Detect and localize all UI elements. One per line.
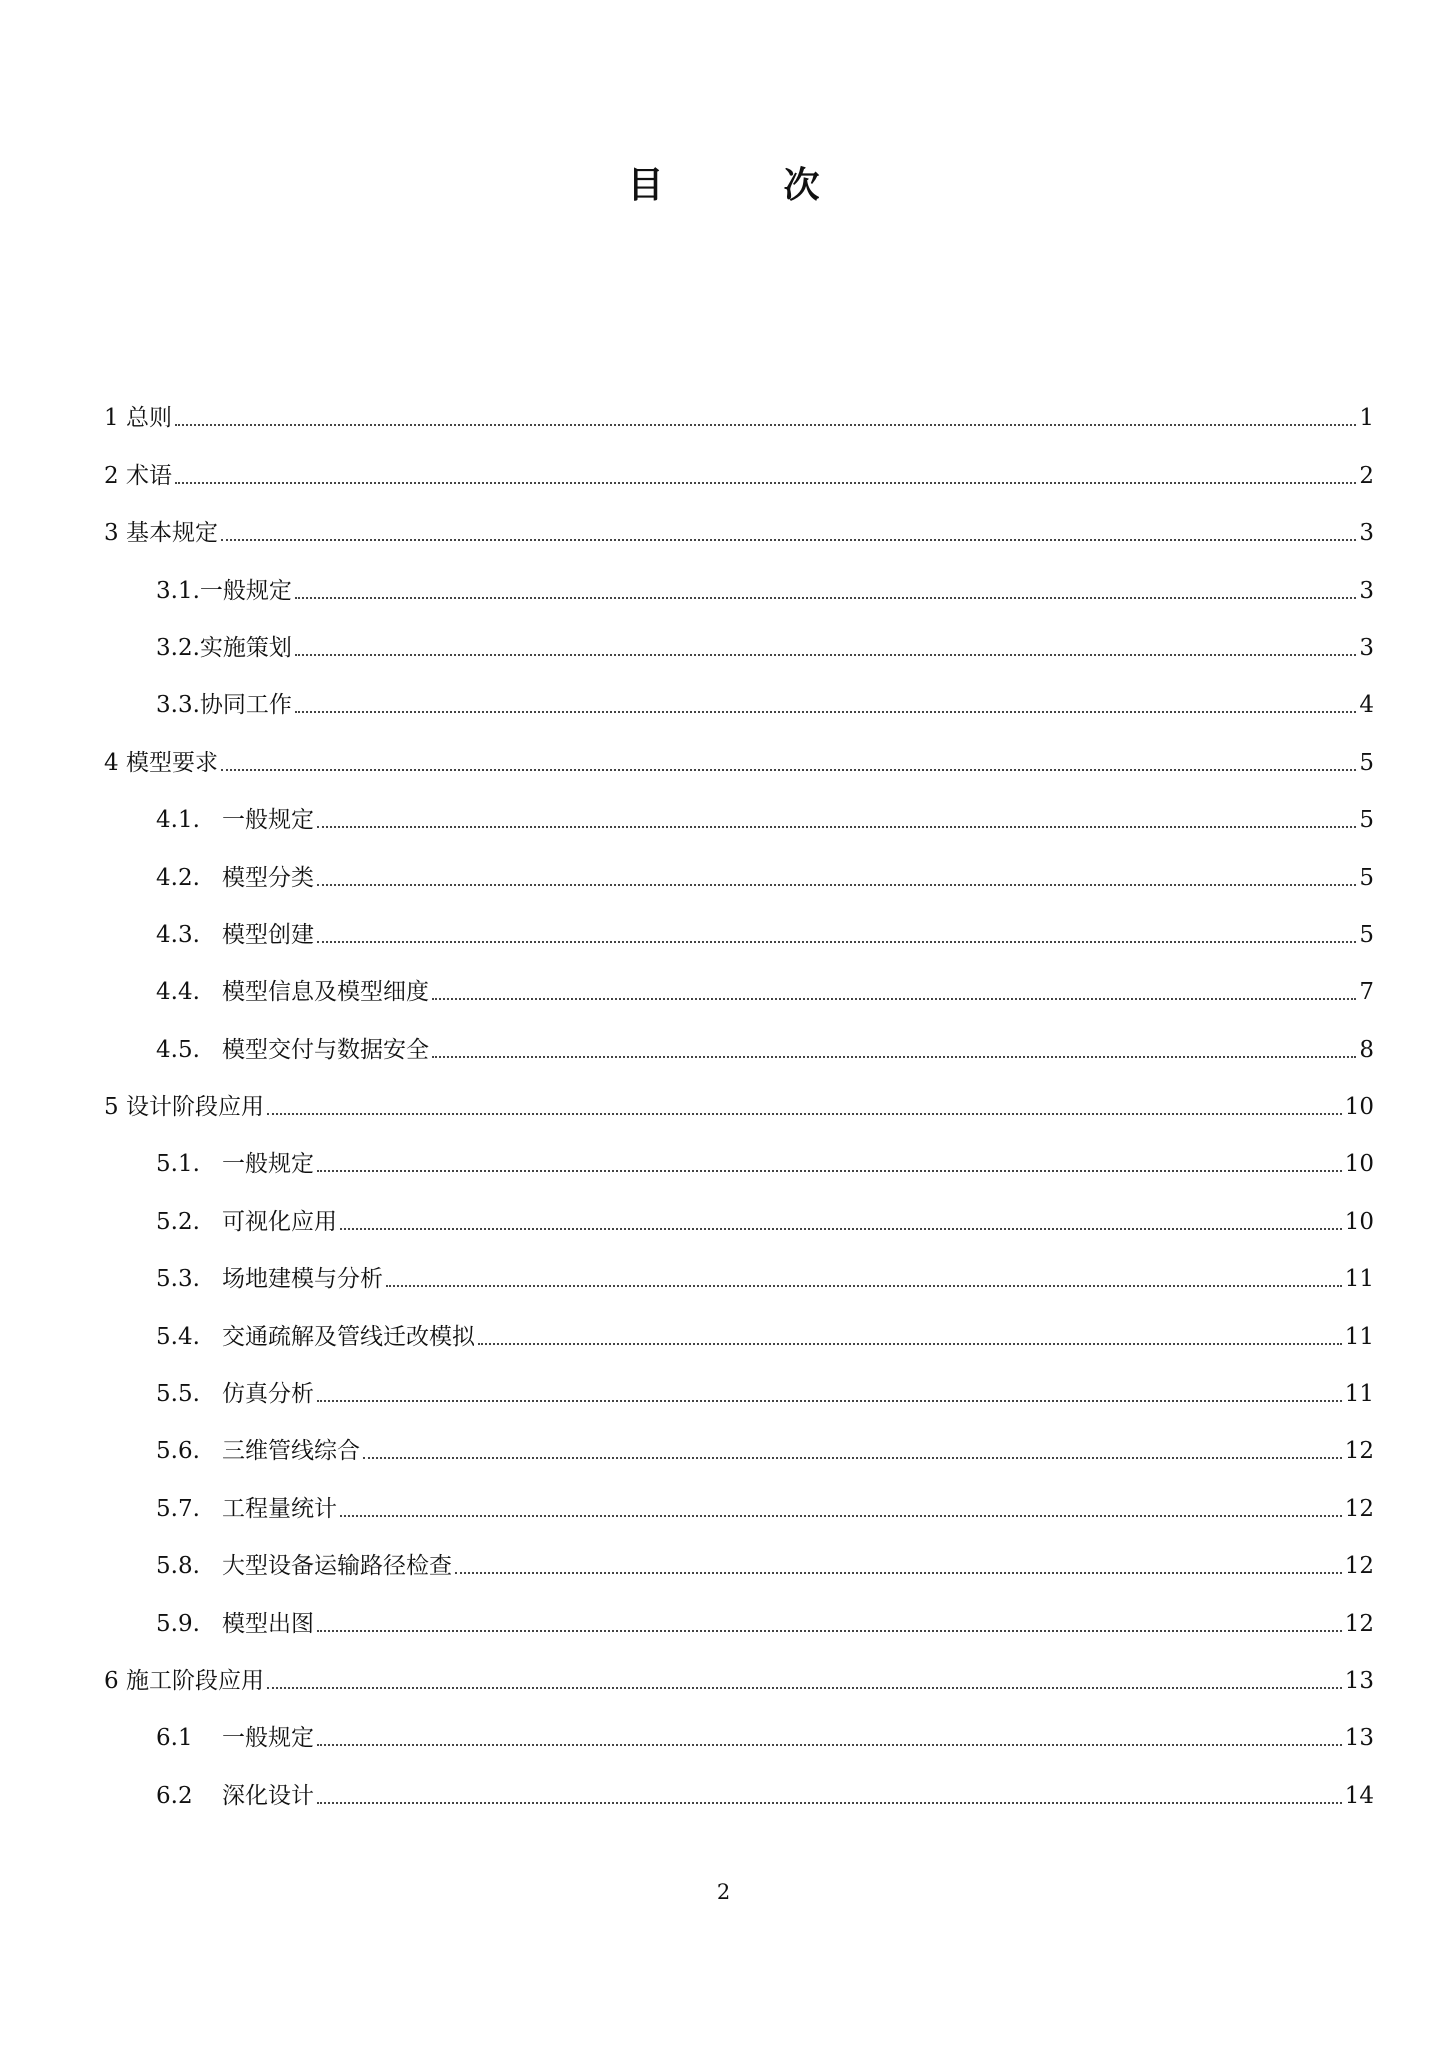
- toc-dot-leader: [317, 1400, 1342, 1402]
- toc-entry[interactable]: [104, 603, 1374, 660]
- toc-entry-page-number: 4: [1359, 692, 1374, 719]
- toc-dot-leader: [317, 1802, 1342, 1804]
- toc-entry[interactable]: [104, 1291, 1374, 1348]
- toc-entry[interactable]: [104, 1234, 1374, 1291]
- toc-entry-page-number: 12: [1344, 1553, 1374, 1580]
- toc-entry-page-number: 11: [1344, 1266, 1374, 1293]
- toc-entry-label: 基本规定: [125, 520, 218, 547]
- toc-entry[interactable]: [104, 373, 1374, 430]
- toc-entry-label: 实施策划: [199, 634, 292, 661]
- toc-dot-leader: [455, 1572, 1342, 1574]
- toc-entry-page-number: 12: [1344, 1438, 1374, 1465]
- toc-entry-label: 模型分类: [222, 864, 314, 891]
- toc-dot-leader: [317, 1744, 1342, 1746]
- toc-entry-label: 一般规定: [199, 577, 292, 604]
- toc-entry[interactable]: [104, 1521, 1374, 1578]
- toc-entry[interactable]: [104, 1693, 1374, 1750]
- toc-entry-page-number: 3: [1359, 520, 1374, 547]
- toc-entry-number: 5.9.: [156, 1610, 200, 1637]
- toc-entry-number: 3.3.: [156, 692, 200, 719]
- toc-entry[interactable]: [104, 545, 1374, 602]
- toc-entry-label: 术语: [125, 462, 172, 489]
- toc-entry-number: 5.1.: [156, 1151, 200, 1178]
- toc-dot-leader: [317, 884, 1356, 886]
- toc-entry-number: 5: [104, 1094, 126, 1121]
- toc-dot-leader: [295, 711, 1356, 713]
- toc-entry-number: 5.4.: [156, 1323, 200, 1350]
- toc-entry-label: 大型设备运输路径检查: [222, 1553, 452, 1580]
- toc-entry-label: 交通疏解及管线迁改模拟: [222, 1323, 475, 1350]
- toc-entry-label: 一般规定: [222, 807, 314, 834]
- toc-entry-label: 协同工作: [199, 692, 292, 719]
- toc-dot-leader: [295, 597, 1356, 599]
- toc-entry-label: 施工阶段应用: [125, 1667, 264, 1694]
- footer-page-number: 2: [716, 1880, 731, 1904]
- toc-dot-leader: [317, 1170, 1342, 1172]
- toc-entry-label: 总则: [125, 405, 172, 432]
- toc-dot-leader: [317, 941, 1356, 943]
- toc-entry-number: 4.3.: [156, 921, 200, 948]
- toc-entry-label: 工程量统计: [222, 1495, 337, 1522]
- toc-dot-leader: [386, 1285, 1342, 1287]
- toc-dot-leader: [317, 826, 1356, 828]
- toc-dot-leader: [175, 482, 1356, 484]
- toc-entry-number: 3.2.: [156, 634, 200, 661]
- toc-entry-label: 设计阶段应用: [125, 1094, 264, 1121]
- toc-entry-page-number: 5: [1359, 807, 1374, 834]
- toc-entry-page-number: 12: [1344, 1495, 1374, 1522]
- toc-entry-page-number: 5: [1359, 749, 1374, 776]
- toc-entry[interactable]: [104, 488, 1374, 545]
- toc-entry-page-number: 7: [1359, 979, 1374, 1006]
- toc-entry-page-number: 10: [1344, 1208, 1374, 1235]
- toc-entry-label: 深化设计: [222, 1782, 314, 1809]
- toc-entry-number: 6.1: [156, 1725, 193, 1752]
- toc-dot-leader: [317, 1630, 1342, 1632]
- toc-entry[interactable]: [104, 1176, 1374, 1233]
- toc-entry-page-number: 3: [1359, 577, 1374, 604]
- toc-entry-label: 一般规定: [222, 1151, 314, 1178]
- toc-entry-number: 6: [104, 1667, 126, 1694]
- toc-entry-label: 模型信息及模型细度: [222, 979, 429, 1006]
- toc-entry-page-number: 12: [1344, 1610, 1374, 1637]
- toc-entry-page-number: 13: [1344, 1725, 1374, 1752]
- toc-dot-leader: [432, 1056, 1356, 1058]
- toc-entry-page-number: 5: [1359, 864, 1374, 891]
- toc-entry-number: 4.2.: [156, 864, 200, 891]
- toc-entry-page-number: 8: [1359, 1036, 1374, 1063]
- toc-entry[interactable]: [104, 1119, 1374, 1176]
- toc-entry-page-number: 10: [1344, 1151, 1374, 1178]
- toc-entry-page-number: 14: [1344, 1782, 1374, 1809]
- toc-entry[interactable]: [104, 1349, 1374, 1406]
- toc-entry-page-number: 1: [1359, 405, 1374, 432]
- toc-entry-label: 模型出图: [222, 1610, 314, 1637]
- toc-dot-leader: [267, 1687, 1342, 1689]
- toc-entry-number: 3.1.: [156, 577, 200, 604]
- toc-entry-label: 模型要求: [125, 749, 218, 776]
- toc-dot-leader: [221, 769, 1356, 771]
- toc-entry[interactable]: [104, 1578, 1374, 1635]
- toc-entry[interactable]: [104, 717, 1374, 774]
- toc-entry-number: 5.7.: [156, 1495, 200, 1522]
- toc-entry[interactable]: [104, 430, 1374, 487]
- page-title: 目 次: [627, 165, 862, 206]
- toc-entry-number: 5.2.: [156, 1208, 200, 1235]
- toc-entry-number: 5.6.: [156, 1438, 200, 1465]
- toc-entry-page-number: 2: [1359, 462, 1374, 489]
- toc-entry-number: 3: [104, 520, 126, 547]
- toc-entry-page-number: 5: [1359, 921, 1374, 948]
- toc-entry-label: 一般规定: [222, 1725, 314, 1752]
- toc-entry[interactable]: [104, 1004, 1374, 1061]
- toc-entry-number: 2: [104, 462, 126, 489]
- toc-dot-leader: [221, 539, 1356, 541]
- toc-entry-number: 4: [104, 749, 126, 776]
- toc-entry[interactable]: [104, 890, 1374, 947]
- toc-entry[interactable]: [104, 832, 1374, 889]
- toc-entry-label: 模型创建: [222, 921, 314, 948]
- toc-entry-page-number: 11: [1344, 1381, 1374, 1408]
- toc-entry[interactable]: [104, 660, 1374, 717]
- toc-dot-leader: [340, 1515, 1342, 1517]
- toc-entry-number: 6.2: [156, 1782, 193, 1809]
- toc-dot-leader: [340, 1228, 1342, 1230]
- table-of-contents: [104, 373, 1374, 1808]
- toc-entry[interactable]: [104, 947, 1374, 1004]
- toc-entry-number: 4.1.: [156, 807, 200, 834]
- toc-entry-page-number: 3: [1359, 634, 1374, 661]
- toc-entry-number: 5.3.: [156, 1266, 200, 1293]
- toc-entry[interactable]: [104, 1463, 1374, 1520]
- toc-entry-label: 可视化应用: [222, 1208, 337, 1235]
- toc-entry[interactable]: [104, 1406, 1374, 1463]
- toc-dot-leader: [295, 654, 1356, 656]
- toc-dot-leader: [175, 424, 1356, 426]
- toc-entry-number: 5.5.: [156, 1381, 200, 1408]
- toc-entry-number: 4.4.: [156, 979, 200, 1006]
- toc-entry-number: 4.5.: [156, 1036, 200, 1063]
- toc-entry-number: 1: [104, 405, 126, 432]
- toc-entry[interactable]: [104, 775, 1374, 832]
- toc-entry-number: 5.8.: [156, 1553, 200, 1580]
- toc-entry[interactable]: [104, 1636, 1374, 1693]
- toc-entry-page-number: 10: [1344, 1094, 1374, 1121]
- toc-entry[interactable]: [104, 1750, 1374, 1807]
- toc-dot-leader: [478, 1343, 1342, 1345]
- toc-dot-leader: [363, 1457, 1342, 1459]
- toc-entry-page-number: 11: [1344, 1323, 1374, 1350]
- toc-entry[interactable]: [104, 1062, 1374, 1119]
- toc-entry-page-number: 13: [1344, 1667, 1374, 1694]
- toc-entry-label: 三维管线综合: [222, 1438, 360, 1465]
- toc-entry-label: 模型交付与数据安全: [222, 1036, 429, 1063]
- toc-dot-leader: [267, 1113, 1342, 1115]
- toc-dot-leader: [432, 998, 1356, 1000]
- toc-entry-label: 场地建模与分析: [222, 1266, 383, 1293]
- toc-entry-label: 仿真分析: [222, 1381, 314, 1408]
